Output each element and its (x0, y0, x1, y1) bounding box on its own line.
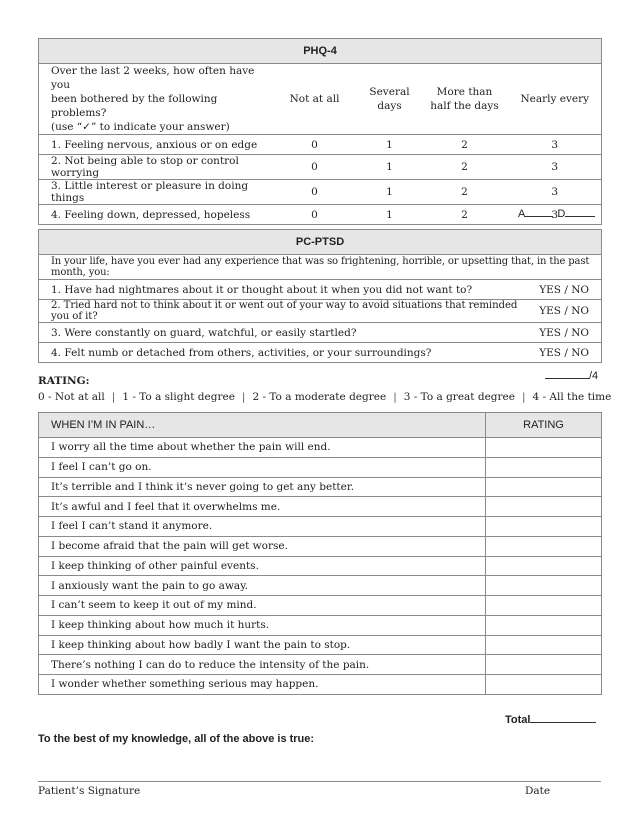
rating-scale-item: 2 - To a moderate degree (252, 391, 387, 403)
rating-scale-item: 3 - To a great degree (403, 391, 515, 403)
phq4-answer-cell[interactable]: 0 (271, 155, 359, 180)
phq4-question-prompt: Over the last 2 weeks, how often have you been bothered by the following problems? (use “✓” to indicate your answer) (39, 64, 271, 135)
option-not-at-all: Not at all (271, 64, 359, 135)
rating-scale-item: 1 - To a slight degree (122, 391, 235, 403)
anxiety-score-field[interactable] (525, 207, 553, 217)
pain-row (39, 596, 602, 616)
phq4-answer-cell[interactable]: 0 (271, 135, 359, 155)
phq4-answer-cell[interactable]: 1 (359, 180, 421, 205)
pain-item-label: I become afraid that the pain will get worse. (39, 536, 486, 556)
pain-item-label: It’s terrible and I think it’s never going to get any better. (39, 477, 486, 497)
pain-row (39, 457, 602, 477)
date-label: Date (525, 785, 551, 797)
depression-score-label: D (557, 208, 566, 220)
phq4-answer-cell[interactable]: 1 (359, 155, 421, 180)
pcptsd-row (39, 280, 602, 300)
pcptsd-score-suffix: /4 (589, 370, 599, 382)
pain-table (38, 412, 602, 695)
pcptsd-item-label: 1. Have had nightmares about it or thought about it when you did not want to? (39, 280, 529, 300)
pain-section (38, 412, 601, 695)
phq4-answer-cell[interactable]: 2 (421, 135, 509, 155)
phq4-answer-cell[interactable]: 0 (271, 180, 359, 205)
phq4-answer-cell[interactable]: 3 (509, 205, 602, 225)
pain-row (39, 556, 602, 576)
phq4-score-fields (518, 207, 595, 220)
pain-rating-cell[interactable] (486, 457, 602, 477)
pcptsd-table (38, 229, 602, 363)
pain-item-label: There’s nothing I can do to reduce the intensity of the pain. (39, 655, 486, 675)
signature-label: Patient’s Signature (38, 785, 141, 797)
option-more-than-half: More than half the days (421, 64, 509, 135)
phq4-row (39, 155, 602, 180)
phq4-answer-cell[interactable]: 0 (271, 205, 359, 225)
phq4-answer-cell[interactable]: 3 (509, 180, 602, 205)
phq4-item-label: 4. Feeling down, depressed, hopeless (39, 205, 271, 225)
pain-total (505, 713, 596, 726)
pain-item-label: I can’t seem to keep it out of my mind. (39, 596, 486, 616)
yes-no-answer[interactable]: YES / NO (529, 343, 602, 363)
pcptsd-item-label: 4. Felt numb or detached from others, activities, or your surroundings? (39, 343, 529, 363)
depression-score-field[interactable] (565, 207, 595, 217)
phq4-table (38, 38, 602, 225)
pcptsd-intro: In your life, have you ever had any experience that was so frightening, horrible, or upsetting that, in the past month, you: (39, 255, 602, 280)
rating-separator: | (393, 391, 397, 403)
pain-rating-cell[interactable] (486, 655, 602, 675)
pain-item-label: I keep thinking about how much it hurts. (39, 615, 486, 635)
pain-row (39, 477, 602, 497)
pain-row (39, 438, 602, 458)
pcptsd-score (545, 369, 598, 382)
phq4-answer-cell[interactable]: 1 (359, 205, 421, 225)
pain-rating-cell[interactable] (486, 477, 602, 497)
pain-rating-cell[interactable] (486, 497, 602, 517)
pain-row (39, 615, 602, 635)
phq4-title: PHQ-4 (39, 39, 602, 64)
pain-item-label: I keep thinking of other painful events. (39, 556, 486, 576)
rating-separator: | (521, 391, 526, 403)
pcptsd-item-label: 3. Were constantly on guard, watchful, or easily startled? (39, 323, 529, 343)
pain-rating-cell[interactable] (486, 556, 602, 576)
pain-rating-cell[interactable] (486, 517, 602, 537)
rating-label: RATING: (38, 375, 90, 387)
pain-row (39, 536, 602, 556)
pain-item-label: I keep thinking about how badly I want the pain to stop. (39, 635, 486, 655)
pain-row (39, 675, 602, 695)
pain-row (39, 635, 602, 655)
signature-line[interactable] (38, 781, 601, 782)
rating-scale-item: 0 - Not at all (38, 391, 105, 403)
pain-row (39, 497, 602, 517)
rating-header: RATING (486, 413, 602, 438)
pain-rating-cell[interactable] (486, 596, 602, 616)
option-several-days: Several days (359, 64, 421, 135)
rating-separator: | (241, 391, 246, 403)
rating-scale-item: 4 - All the time (532, 391, 612, 403)
total-field[interactable] (530, 713, 596, 723)
phq4-row (39, 135, 602, 155)
yes-no-answer[interactable]: YES / NO (529, 323, 602, 343)
pcptsd-score-field[interactable] (545, 369, 589, 379)
phq4-item-label: 2. Not being able to stop or control worrying (39, 155, 271, 180)
pain-item-label: I feel I can’t stand it anymore. (39, 517, 486, 537)
phq4-item-label: 3. Little interest or pleasure in doing things (39, 180, 271, 205)
pain-item-label: I worry all the time about whether the pain will end. (39, 438, 486, 458)
pain-row (39, 576, 602, 596)
pain-rating-cell[interactable] (486, 635, 602, 655)
pain-rating-cell[interactable] (486, 438, 602, 458)
phq4-answer-cell[interactable]: 3 (509, 155, 602, 180)
pcptsd-row (39, 343, 602, 363)
phq4-item-label: 1. Feeling nervous, anxious or on edge (39, 135, 271, 155)
pain-row (39, 517, 602, 537)
phq4-answer-cell[interactable]: 2 (421, 180, 509, 205)
rating-separator: | (111, 391, 116, 403)
pain-item-label: I wonder whether something serious may happen. (39, 675, 486, 695)
rating-scale (38, 391, 611, 403)
phq4-section (38, 38, 601, 225)
yes-no-answer[interactable]: YES / NO (529, 300, 602, 323)
pain-rating-cell[interactable] (486, 615, 602, 635)
phq4-answer-cell[interactable]: 2 (421, 155, 509, 180)
phq4-row (39, 180, 602, 205)
phq4-answer-cell[interactable]: 2 (421, 205, 509, 225)
attestation-text: To the best of my knowledge, all of the above is true: (38, 733, 315, 745)
pain-item-label: I feel I can’t go on. (39, 457, 486, 477)
phq4-answer-cell[interactable]: 1 (359, 135, 421, 155)
pcptsd-row (39, 323, 602, 343)
pain-rating-cell[interactable] (486, 675, 602, 695)
pcptsd-item-label: 2. Tried hard not to think about it or went out of your way to avoid situations that reminded you of it? (39, 300, 529, 323)
pain-header: WHEN I’M IN PAIN… (39, 413, 486, 438)
pain-rating-cell[interactable] (486, 536, 602, 556)
pain-rating-cell[interactable] (486, 576, 602, 596)
pain-item-label: It’s awful and I feel that it overwhelms me. (39, 497, 486, 517)
pcptsd-row (39, 300, 602, 323)
option-nearly-every: Nearly every (509, 64, 602, 135)
phq4-answer-cell[interactable]: 3 (509, 135, 602, 155)
yes-no-answer[interactable]: YES / NO (529, 280, 602, 300)
anxiety-score-label: A (518, 208, 526, 220)
total-label: Total (505, 714, 531, 726)
pain-item-label: I anxiously want the pain to go away. (39, 576, 486, 596)
pcptsd-title: PC-PTSD (39, 230, 602, 255)
pain-row (39, 655, 602, 675)
pcptsd-section (38, 229, 601, 363)
